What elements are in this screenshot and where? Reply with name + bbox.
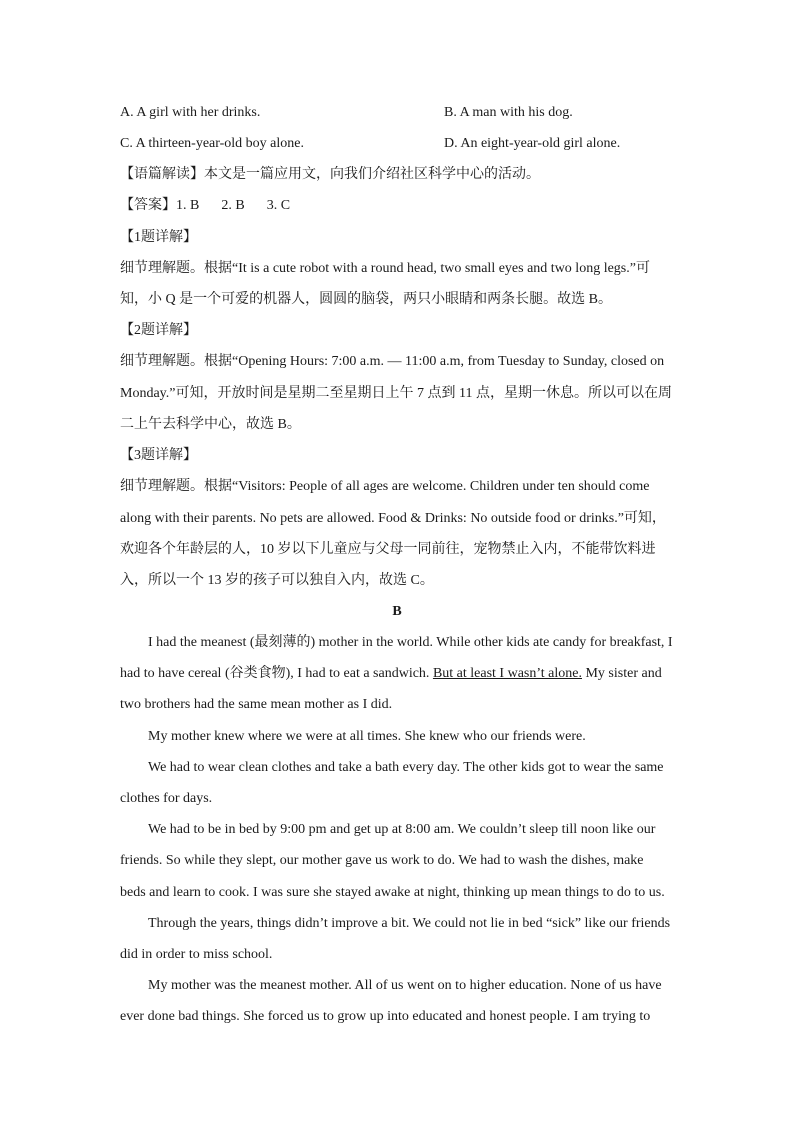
- passage-p5-line1: Through the years, things didn’t improve a bit. We could not lie in bed “sick” like our friends: [148, 916, 671, 931]
- q1-heading: 【1题详解】: [120, 230, 197, 245]
- passage-p2-line1: My mother knew where we were at all times. She knew who our friends were.: [148, 729, 586, 744]
- answer-1: 1. B: [176, 198, 200, 213]
- passage-p5-line2: did in order to miss school.: [120, 947, 273, 962]
- passage-p3-line2: clothes for days.: [120, 791, 213, 806]
- passage-p4-line1: We had to be in bed by 9:00 pm and get up at 8:00 am. We couldn’t sleep till noon like our: [148, 822, 656, 837]
- option-a: A. A girl with her drinks.: [120, 105, 261, 120]
- answer-line: [120, 196, 680, 216]
- q1-line2: 知，小 Q 是一个可爱的机器人，圆圆的脑袋，两只小眼睛和两条长腿。故选 B。: [120, 292, 612, 307]
- option-c: C. A thirteen-year-old boy alone.: [120, 136, 305, 151]
- passage-p1-line2-start: had to have cereal (谷类食物), I had to eat a sandwich.: [120, 666, 433, 681]
- q3-heading: 【3题详解】: [120, 448, 197, 463]
- q2-line2: Monday.”可知，开放时间是星期二至星期日上午 7 点到 11 点，星期一休息。所以可以在周: [120, 386, 672, 401]
- passage-p6-line1: My mother was the meanest mother. All of us went on to higher education. None of us have: [148, 978, 662, 993]
- passage-p1-line3: two brothers had the same mean mother as I did.: [120, 697, 393, 712]
- answer-3: 3. C: [266, 198, 291, 213]
- passage-p4-line2: friends. So while they slept, our mother gave us work to do. We had to wash the dishes, make: [120, 853, 644, 868]
- q3-line3: 欢迎各个年龄层的人，10 岁以下儿童应与父母一同前往，宠物禁止入内，不能带饮料进: [120, 542, 656, 557]
- option-b: B. A man with his dog.: [444, 105, 573, 120]
- passage-p1-line1: I had the meanest (最刻薄的) mother in the world. While other kids ate candy for breakfast, I: [148, 635, 673, 650]
- reading-intro: 【语篇解读】本文是一篇应用文，向我们介绍社区科学中心的活动。: [120, 167, 540, 182]
- underlined-sentence: But at least I wasn’t alone.: [432, 666, 582, 681]
- answer-2: 2. B: [221, 198, 245, 213]
- option-d: D. An eight-year-old girl alone.: [444, 136, 621, 151]
- q3-line4: 入，所以一个 13 岁的孩子可以独自入内，故选 C。: [120, 573, 434, 588]
- q2-line1: 细节理解题。根据“Opening Hours: 7:00 a.m. — 11:00 a.m, from Tuesday to Sunday, closed on: [120, 354, 665, 369]
- section-b-title: B: [392, 604, 402, 619]
- q3-line2: along with their parents. No pets are allowed. Food & Drinks: No outside food or drinks.”可知，: [120, 511, 666, 526]
- answer-label: 【答案】: [120, 198, 176, 213]
- passage-p1-line2-end: My sister and: [581, 666, 662, 681]
- q2-heading: 【2题详解】: [120, 323, 197, 338]
- passage-p4-line3: beds and learn to cook. I was sure she stayed awake at night, thinking up mean things to do to us.: [120, 885, 665, 900]
- q3-line1: 细节理解题。根据“Visitors: People of all ages are welcome. Children under ten should come: [120, 479, 650, 494]
- passage-p1-line2: [120, 664, 680, 684]
- passage-p3-line1: We had to wear clean clothes and take a bath every day. The other kids got to wear the same: [148, 760, 664, 775]
- q2-line3: 二上午去科学中心，故选 B。: [120, 417, 301, 432]
- passage-p6-line2: ever done bad things. She forced us to grow up into educated and honest people. I am trying to: [120, 1009, 651, 1024]
- q1-line1: 细节理解题。根据“It is a cute robot with a round head, two small eyes and two long legs.”可: [120, 261, 650, 276]
